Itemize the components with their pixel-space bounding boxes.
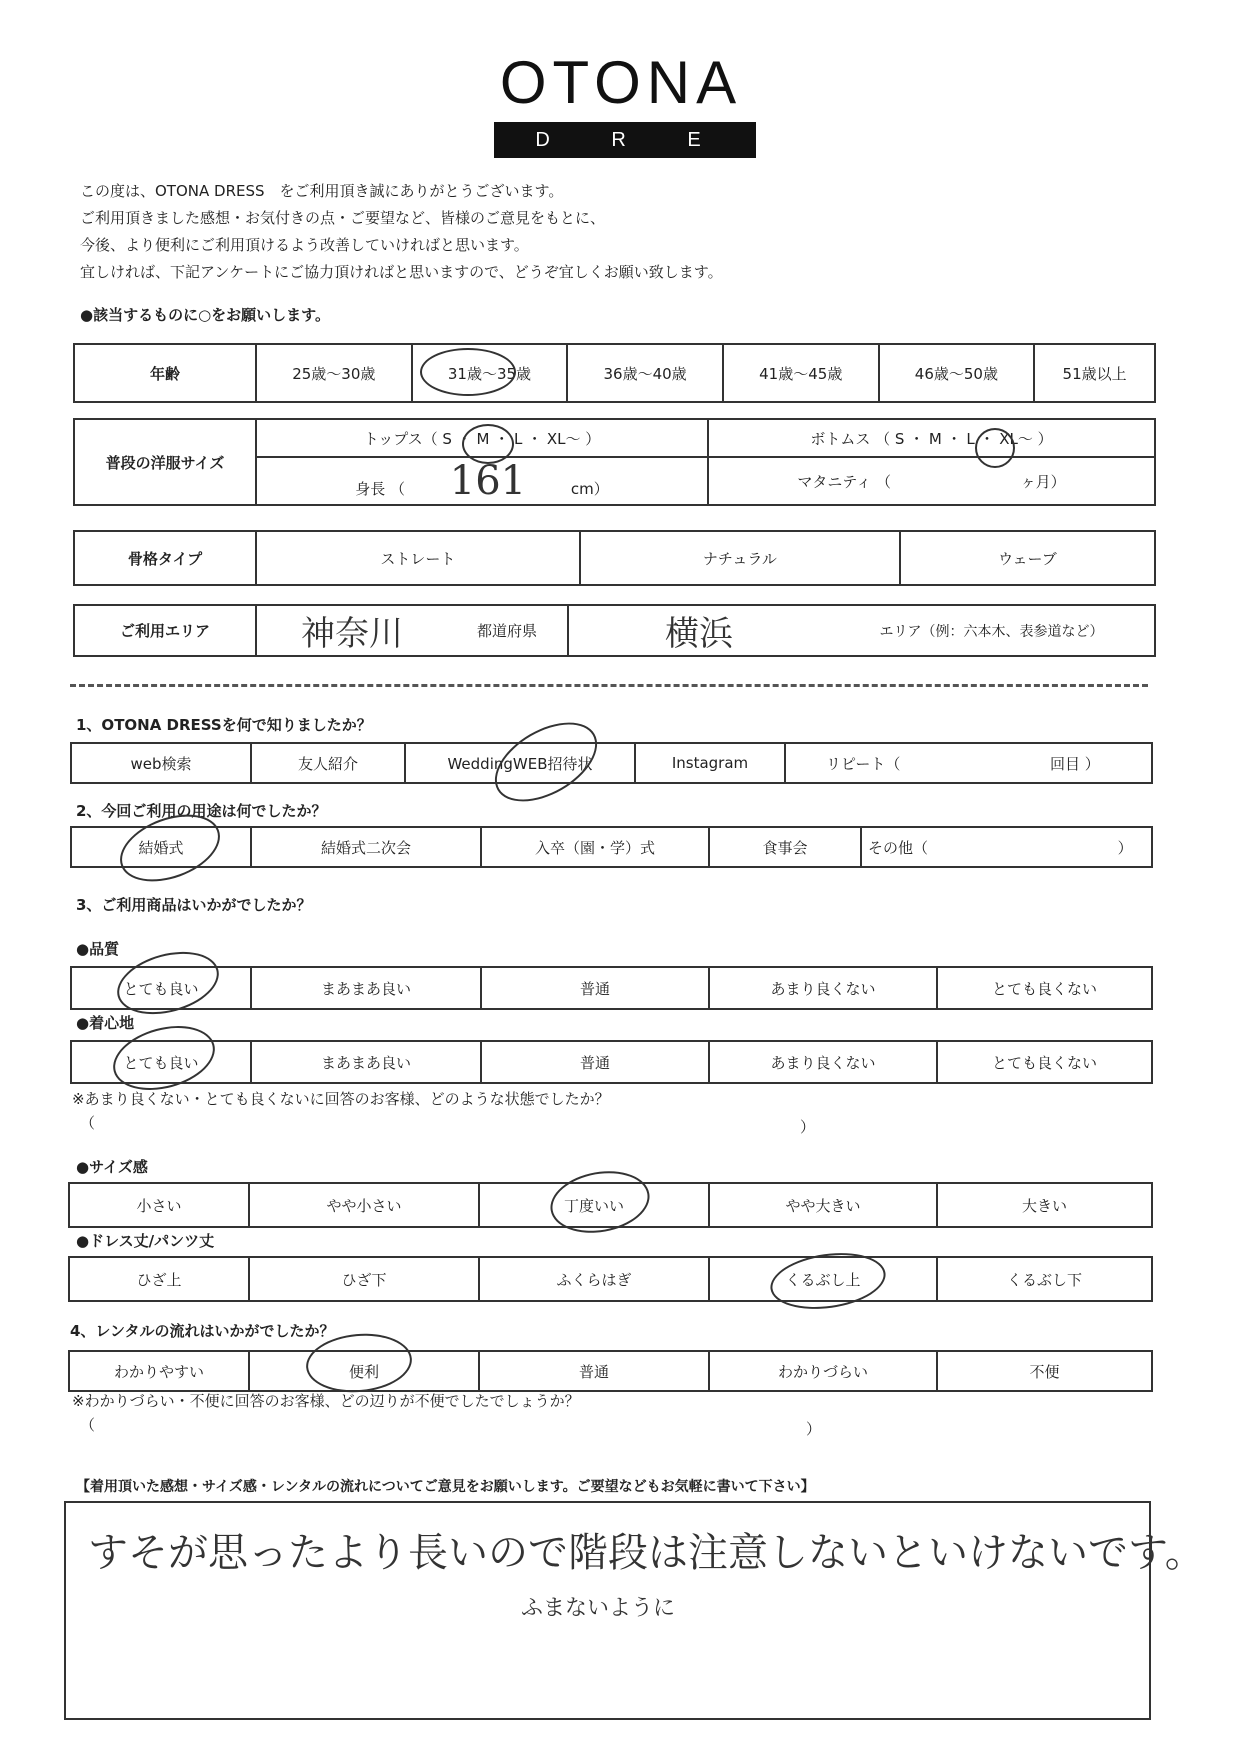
comfort-option[interactable]: 普通 [481,1041,709,1083]
body-type-table [73,530,1156,586]
length-label: ●ドレス丈/パンツ丈 [76,1232,215,1250]
body-type-option[interactable]: ナチュラル [580,531,900,585]
q1-option[interactable]: Instagram [635,743,785,783]
paren-open: （ [80,1416,96,1434]
intro-text [80,178,723,286]
q4-table [68,1350,1153,1392]
body-type-option[interactable]: ウェーブ [900,531,1155,585]
size-label: 普段の洋服サイズ [74,419,256,505]
quality-option[interactable]: とても良い [71,967,251,1009]
area-table [73,604,1156,657]
paren-close: ） [800,1118,816,1136]
length-option[interactable]: ひざ上 [69,1257,249,1301]
paren-close: ） [806,1420,822,1438]
area-label: ご利用エリア [74,605,256,656]
area-value[interactable]: 横浜 [568,605,829,656]
q2-table [70,826,1153,868]
intro-line: この度は、OTONA DRESS をご利用頂き誠にありがとうございます。 [80,182,564,200]
comfort-option[interactable]: まあまあ良い [251,1041,481,1083]
q1-option[interactable]: 友人紹介 [251,743,405,783]
selection-mark [462,424,514,464]
length-option[interactable]: くるぶし下 [937,1257,1152,1301]
height-label: 身長 （ [355,480,405,498]
q4-note: ※わかりづらい・不便に回答のお客様、どの辺りが不便でしたでしょうか？ [72,1392,580,1410]
length-option[interactable]: ふくらはぎ [479,1257,709,1301]
q4-option[interactable]: わかりづらい [709,1351,937,1391]
selection-mark [482,706,611,817]
age-option[interactable]: 41歳～45歳 [723,344,879,402]
selection-mark [420,348,516,396]
q4-option[interactable]: わかりやすい [69,1351,249,1391]
q1-option[interactable]: web検索 [71,743,251,783]
q2-option[interactable]: 結婚式二次会 [251,827,481,867]
selection-mark [546,1164,655,1240]
area-hint: エリア（例：六本木、表参道など） [829,605,1155,656]
length-table [68,1256,1153,1302]
fit-option[interactable]: やや大きい [709,1183,937,1227]
comment-insert: ふまないように [521,1596,676,1621]
height-field[interactable] [256,457,708,505]
age-table [73,343,1156,403]
fit-option[interactable]: 大きい [937,1183,1152,1227]
comfort-label: ●着心地 [76,1014,135,1032]
age-option[interactable]: 25歳～30歳 [256,344,412,402]
prefecture-value[interactable]: 神奈川 [256,605,447,656]
quality-option[interactable]: 普通 [481,967,709,1009]
quality-table [70,966,1153,1010]
intro-line: ご利用頂きました感想・お気付きの点・ご要望など、皆様のご意見をもとに、 [80,209,606,227]
q1-title: 1、OTONA DRESSを何で知りましたか？ [76,716,372,734]
q3-title: 3、ご利用商品はいかがでしたか？ [76,896,312,914]
q4-title: 4、レンタルの流れはいかがでしたか？ [70,1322,335,1340]
paren-open: （ [80,1114,96,1132]
comment-text: すそが思ったより長いので階段は注意しないといけないです。 [88,1530,1205,1576]
fit-option[interactable]: やや小さい [249,1183,479,1227]
comfort-table [70,1040,1153,1084]
maternity-label: マタニティ （ [797,472,891,491]
q1-table [70,742,1153,784]
intro-line: 宜しければ、下記アンケートにご協力頂ければと思いますので、どうぞ宜しくお願い致します。 [80,263,723,281]
brand-logo: OTONA [499,49,743,116]
age-option[interactable]: 31歳～35歳 [412,344,568,402]
maternity-unit: ヶ月） [1020,472,1066,491]
comfort-option[interactable]: とても良くない [937,1041,1152,1083]
section-instruction: ●該当するものに○をお願いします。 [80,306,330,324]
prefecture-label: 都道府県 [447,605,568,656]
brand-sub-logo: D R E S S [494,122,756,158]
q2-option[interactable]: 入卒（園・学）式 [481,827,709,867]
quality-option[interactable]: とても良くない [937,967,1152,1009]
age-label: 年齢 [74,344,256,402]
quality-label: ●品質 [76,940,120,958]
comment-box[interactable] [64,1501,1205,1720]
q2-option[interactable]: その他（ ） [861,827,1152,867]
body-type-option[interactable]: ストレート [256,531,580,585]
q4-option[interactable]: 普通 [479,1351,709,1391]
length-option[interactable]: ひざ下 [249,1257,479,1301]
quality-option[interactable]: まあまあ良い [251,967,481,1009]
length-option[interactable]: くるぶし上 [709,1257,937,1301]
tops-size-field[interactable]: トップス（ S ・ M ・ L ・ XL～ ） [256,419,708,457]
fit-option[interactable]: 小さい [69,1183,249,1227]
q1-option[interactable]: リピート（ 回目 ） [785,743,1152,783]
body-type-label: 骨格タイプ [74,531,256,585]
comment-title: 【着用頂いた感想・サイズ感・レンタルの流れについてご意見をお願いします。ご要望などもお気軽に書いて下さい】 [76,1479,815,1495]
fit-label: ●サイズ感 [76,1158,148,1176]
age-option[interactable]: 51歳以上 [1034,344,1155,402]
divider [70,684,1148,687]
height-unit: cm） [570,480,609,498]
fit-option[interactable]: 丁度いい [479,1183,709,1227]
height-value: 161 [449,458,527,504]
comfort-note: ※あまり良くない・とても良くないに回答のお客様、どのような状態でしたか？ [72,1090,610,1108]
intro-line: 今後、より便利にご利用頂けるよう改善していければと思います。 [80,236,529,254]
maternity-field[interactable] [708,457,1155,505]
age-option[interactable]: 36歳～40歳 [567,344,723,402]
q2-option[interactable]: 結婚式 [71,827,251,867]
q2-title: 2、今回ご利用の用途は何でしたか？ [76,802,327,820]
q1-option[interactable]: WeddingWEB招待状 [405,743,635,783]
selection-mark [975,428,1015,468]
q4-option[interactable]: 便利 [249,1351,479,1391]
q4-option[interactable]: 不便 [937,1351,1152,1391]
quality-option[interactable]: あまり良くない [709,967,937,1009]
age-option[interactable]: 46歳～50歳 [879,344,1035,402]
q2-option[interactable]: 食事会 [709,827,861,867]
bottoms-size-field[interactable]: ボトムス （ S ・ M ・ L ・ XL～ ） [708,419,1155,457]
comfort-option[interactable]: とても良い [71,1041,251,1083]
comfort-option[interactable]: あまり良くない [709,1041,937,1083]
